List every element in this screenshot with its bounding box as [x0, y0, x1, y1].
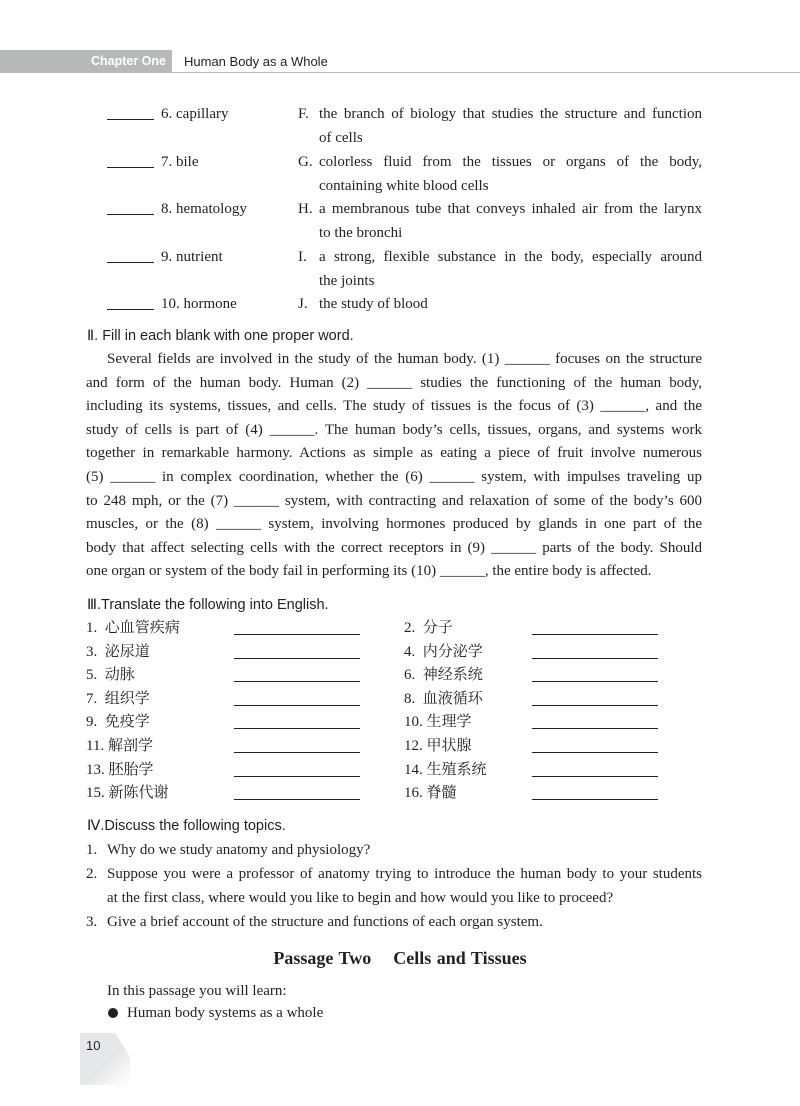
answer-blank[interactable]: [107, 309, 154, 310]
translation-term: 10. 生理学: [404, 714, 472, 731]
translation-term: 11. 解剖学: [86, 738, 153, 754]
definition-letter: F.: [298, 106, 309, 122]
term: 7. bile: [161, 154, 199, 170]
answer-blank[interactable]: [107, 119, 154, 120]
translation-term: 3. 泌尿道: [86, 643, 150, 660]
definition: the branch of biology that studies the structure and function of cells: [319, 106, 702, 146]
translation-answer-line[interactable]: [532, 634, 658, 635]
page-number: 10: [86, 1038, 101, 1053]
section-3-heading: Ⅲ.Translate the following into English.: [87, 597, 329, 613]
bullet-icon: [108, 1008, 118, 1018]
translation-answer-line[interactable]: [532, 799, 658, 800]
translation-answer-line[interactable]: [532, 752, 658, 753]
definition-letter: G.: [298, 154, 313, 170]
header-rule: [172, 72, 800, 73]
translation-answer-line[interactable]: [532, 776, 658, 777]
translation-term: 1. 心血管疾病: [86, 620, 180, 636]
translation-answer-line[interactable]: [532, 658, 658, 659]
chapter-label: Chapter One: [0, 50, 172, 73]
chapter-title: Human Body as a Whole: [184, 54, 328, 69]
term: 8. hematology: [161, 201, 247, 217]
translation-term: 5. 动脉: [86, 667, 135, 684]
answer-blank[interactable]: [107, 262, 154, 263]
passage-intro: In this passage you will learn:: [107, 983, 287, 999]
translation-term: 9. 免疫学: [86, 714, 150, 731]
translation-answer-line[interactable]: [234, 776, 360, 777]
translation-term: 16. 脊髓: [404, 785, 457, 802]
definition: a strong, flexible substance in the body, especially around the joints: [319, 249, 702, 289]
answer-blank[interactable]: [107, 214, 154, 215]
definition-letter: I.: [298, 249, 307, 265]
translation-answer-line[interactable]: [234, 681, 360, 682]
translation-term: 14. 生殖系统: [404, 761, 487, 778]
term: 9. nutrient: [161, 249, 223, 265]
definition: the study of blood: [319, 296, 428, 312]
term: 6. capillary: [161, 106, 229, 122]
definition: colorless fluid from the tissues or organs of the body, containing white blood cells: [319, 154, 702, 194]
section-4-heading: Ⅳ.Discuss the following topics.: [87, 818, 286, 834]
bullet-item: Human body systems as a whole: [127, 1005, 324, 1021]
translation-term: 13. 胚胎学: [86, 761, 154, 778]
translation-answer-line[interactable]: [234, 634, 360, 635]
translation-answer-line[interactable]: [234, 752, 360, 753]
translation-term: 15. 新陈代谢: [86, 785, 169, 802]
translation-term: 2. 分子: [404, 620, 453, 636]
fill-in-paragraph: Several fields are involved in the study of the human body. (1) ______ focuses on the structure and form of the human body. Human (2) ______ studies the functioning of the human body, including its systems, tissues, and cells. The study of tissues is the focus of (3) ______, and the study of cells is part of (4) ______. The human body’s cells, tissues, organs, and systems work together in remarkable harmony. Actions as simple as eating a piece of fruit involve numerous (5) ______ in complex coordination, whether the (6) ______ system, with impulses traveling up to 248 mph, or the (7) ______ system, with contracting and relaxation of some of the body’s 600 muscles, or the (8) ______ system, involving hormones produced by glands in one part of the body that affect selecting cells with the correct receptors in (9) ______ parts of the body. Should one organ or system of the body fail in performing its (10) ______, the entire body is affected.: [86, 351, 702, 580]
translation-term: 6. 神经系统: [404, 667, 483, 684]
translation-term: 7. 组织学: [86, 690, 150, 707]
definition-letter: J.: [298, 296, 308, 312]
translation-answer-line[interactable]: [234, 705, 360, 706]
section-2-heading: Ⅱ. Fill in each blank with one proper word.: [87, 328, 354, 344]
translation-term: 8. 血液循环: [404, 690, 483, 707]
translation-term: 12. 甲状腺: [404, 738, 472, 754]
translation-answer-line[interactable]: [532, 681, 658, 682]
passage-title: Passage Two Cells and Tissues: [273, 948, 527, 968]
translation-answer-line[interactable]: [532, 728, 658, 729]
translation-answer-line[interactable]: [532, 705, 658, 706]
translation-answer-line[interactable]: [234, 658, 360, 659]
answer-blank[interactable]: [107, 167, 154, 168]
definition: a membranous tube that conveys inhaled air from the larynx to the bronchi: [319, 201, 702, 241]
translation-answer-line[interactable]: [234, 799, 360, 800]
term: 10. hormone: [161, 296, 237, 312]
definition-letter: H.: [298, 201, 313, 217]
translation-answer-line[interactable]: [234, 728, 360, 729]
translation-term: 4. 内分泌学: [404, 643, 483, 660]
